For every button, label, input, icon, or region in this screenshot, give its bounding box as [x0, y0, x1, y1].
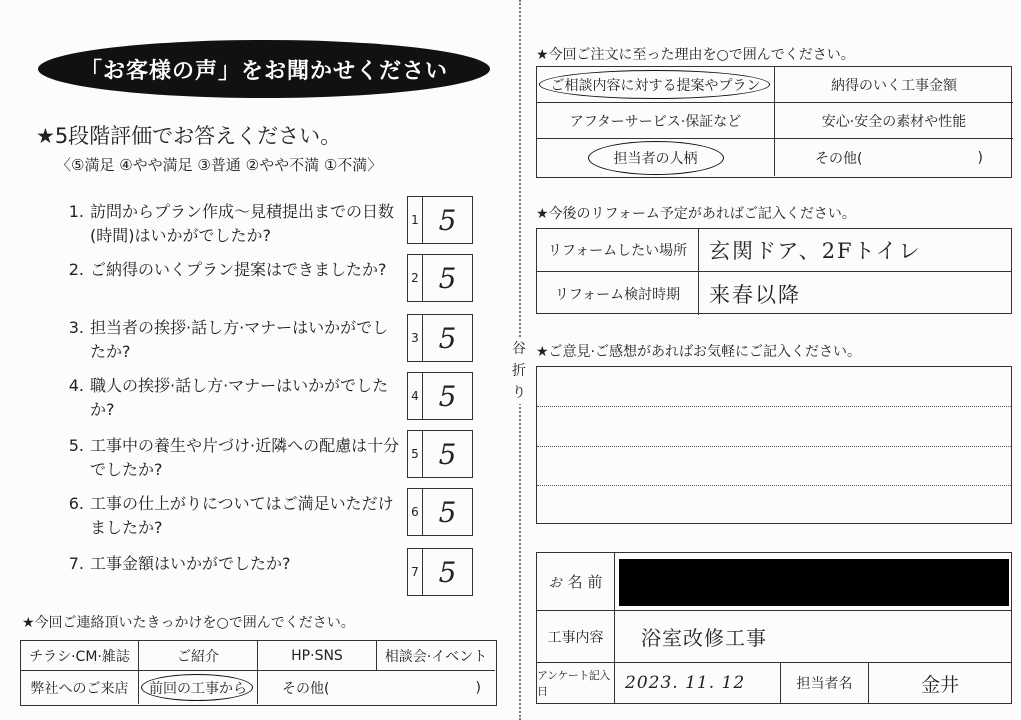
question-text: 工事中の養生や片づけ·近隣への配慮は十分でしたか?: [90, 436, 400, 479]
reason-staff-personality-selected[interactable]: [537, 139, 775, 176]
option-other[interactable]: [258, 671, 495, 704]
reason-materials[interactable]: 安心·安全の素材や性能: [775, 103, 1013, 139]
option-label-wrap: [588, 144, 724, 172]
contact-reason-table: [20, 640, 497, 706]
staff-value: 金井: [920, 673, 959, 696]
name-label: [537, 553, 615, 610]
score-value[interactable]: 5: [438, 379, 457, 413]
question-text: 工事金額はいかがでしたか?: [90, 554, 291, 573]
score-index: 7: [408, 549, 423, 595]
score-value[interactable]: 5: [438, 555, 457, 589]
question-5: [56, 434, 401, 482]
reason-after-service[interactable]: アフターサービス·保証など: [537, 103, 775, 139]
selection-ellipse: [588, 141, 724, 175]
question-number: 5.: [68, 436, 84, 455]
question-number: 7.: [68, 554, 84, 573]
question-number: 2.: [68, 260, 84, 279]
plan-place-row: [537, 229, 1011, 272]
page-title-banner: 「お客様の声」をお聞かせください: [38, 40, 490, 98]
ruled-line: [537, 406, 1011, 407]
work-label: 工事内容: [537, 611, 615, 662]
score-value[interactable]: 5: [438, 321, 457, 355]
question-text: 担当者の挨拶·話し方·マナーはいかがでしたか?: [90, 318, 389, 361]
question-number: 1.: [68, 202, 84, 221]
question-4: [56, 374, 401, 422]
reason-proposal-selected[interactable]: [537, 67, 775, 103]
order-reason-title: ★今回ご注文に至った理由を○で囲んでください。: [536, 47, 855, 63]
name-furigana: お: [548, 576, 562, 591]
option-flyer[interactable]: チラシ·CM·雑誌: [21, 641, 139, 671]
score-index: 5: [408, 431, 423, 477]
redacted-name: [619, 559, 1009, 606]
score-box-4[interactable]: [407, 372, 473, 420]
question-text: ご納得のいくプラン提案はできましたか?: [90, 260, 387, 279]
option-hp-sns[interactable]: HP·SNS: [258, 641, 377, 671]
score-box-3[interactable]: [407, 314, 473, 362]
question-number: 6.: [68, 494, 84, 513]
question-number: 3.: [68, 318, 84, 337]
question-2: [56, 258, 401, 306]
option-previous-work-selected[interactable]: [139, 671, 258, 704]
contact-reason-title: ★今回ご連絡頂いたきっかけを○で囲んでください。: [22, 615, 355, 631]
score-index: 2: [408, 255, 423, 301]
date-label: アンケート記入日: [537, 663, 615, 703]
score-value[interactable]: 5: [438, 203, 457, 237]
score-box-1[interactable]: [407, 196, 473, 244]
score-index: 4: [408, 373, 423, 419]
score-index: 6: [408, 489, 423, 535]
question-3: [56, 316, 401, 364]
plan-place-label: リフォームしたい場所: [537, 229, 699, 271]
question-text: 訪問からプラン作成〜見積提出までの日数(時間)はいかがでしたか?: [90, 202, 395, 245]
fold-label: 谷折り: [509, 338, 529, 404]
work-value: 浴室改修工事: [641, 626, 767, 650]
plan-time-value[interactable]: 来春以降: [709, 282, 801, 307]
score-index: 1: [408, 197, 423, 243]
option-label: ご相談内容に対する提案やプラン: [550, 77, 761, 94]
ruled-line: [537, 485, 1011, 486]
question-1: [56, 200, 401, 248]
future-plan-table: [536, 228, 1012, 314]
paren-close: ): [977, 149, 983, 166]
order-reason-table: [536, 66, 1012, 178]
opinion-textarea[interactable]: [536, 366, 1012, 524]
question-number: 4.: [68, 376, 84, 395]
question-text: 職人の挨拶·話し方·マナーはいかがでしたか?: [90, 376, 389, 419]
option-store-visit[interactable]: 弊社へのご来店: [21, 671, 139, 704]
option-label: その他(: [282, 680, 330, 697]
score-value[interactable]: 5: [438, 261, 457, 295]
score-value[interactable]: 5: [438, 495, 457, 529]
customer-info-table: [536, 552, 1012, 704]
option-label: 担当者の人柄: [613, 150, 698, 167]
plan-time-label: リフォーム検討時期: [537, 272, 699, 315]
future-plan-title: ★今後のリフォーム予定があればご記入ください。: [536, 206, 856, 222]
paren-close: ): [475, 679, 481, 696]
reason-price[interactable]: 納得のいく工事金額: [775, 67, 1013, 103]
score-index: 3: [408, 315, 423, 361]
option-label: その他(: [815, 150, 863, 167]
staff-label: 担当者名: [781, 663, 869, 703]
work-row: [537, 611, 1011, 663]
opinion-title: ★ご意見·ご感想があればお気軽にご記入ください。: [536, 344, 861, 360]
date-value[interactable]: 2023. 11. 12: [621, 663, 781, 703]
plan-time-row: [537, 272, 1011, 315]
rating-scale-legend: 〈⑤満足 ④やや満足 ③普通 ②やや不満 ①不満〉: [56, 156, 383, 174]
reason-other[interactable]: [775, 139, 1013, 176]
plan-place-value[interactable]: 玄関ドア、2Fトイレ: [709, 239, 922, 263]
option-event[interactable]: 相談会·イベント: [377, 641, 495, 671]
score-box-7[interactable]: [407, 548, 473, 596]
score-box-5[interactable]: [407, 430, 473, 478]
option-referral[interactable]: ご紹介: [139, 641, 258, 671]
question-6: [56, 492, 401, 540]
score-box-6[interactable]: [407, 488, 473, 536]
ruled-line: [537, 446, 1011, 447]
score-value[interactable]: 5: [438, 437, 457, 471]
date-staff-row: [537, 663, 1011, 703]
question-text: 工事の仕上がりについてはご満足いただけましたか?: [90, 494, 394, 537]
name-label-text: 名 前: [567, 573, 603, 591]
option-label: 前回の工事から: [149, 680, 247, 697]
rating-section-title: ★5段階評価でお答えください。: [36, 124, 342, 148]
name-row: [537, 553, 1011, 611]
question-7: [56, 552, 401, 600]
score-box-2[interactable]: [407, 254, 473, 302]
